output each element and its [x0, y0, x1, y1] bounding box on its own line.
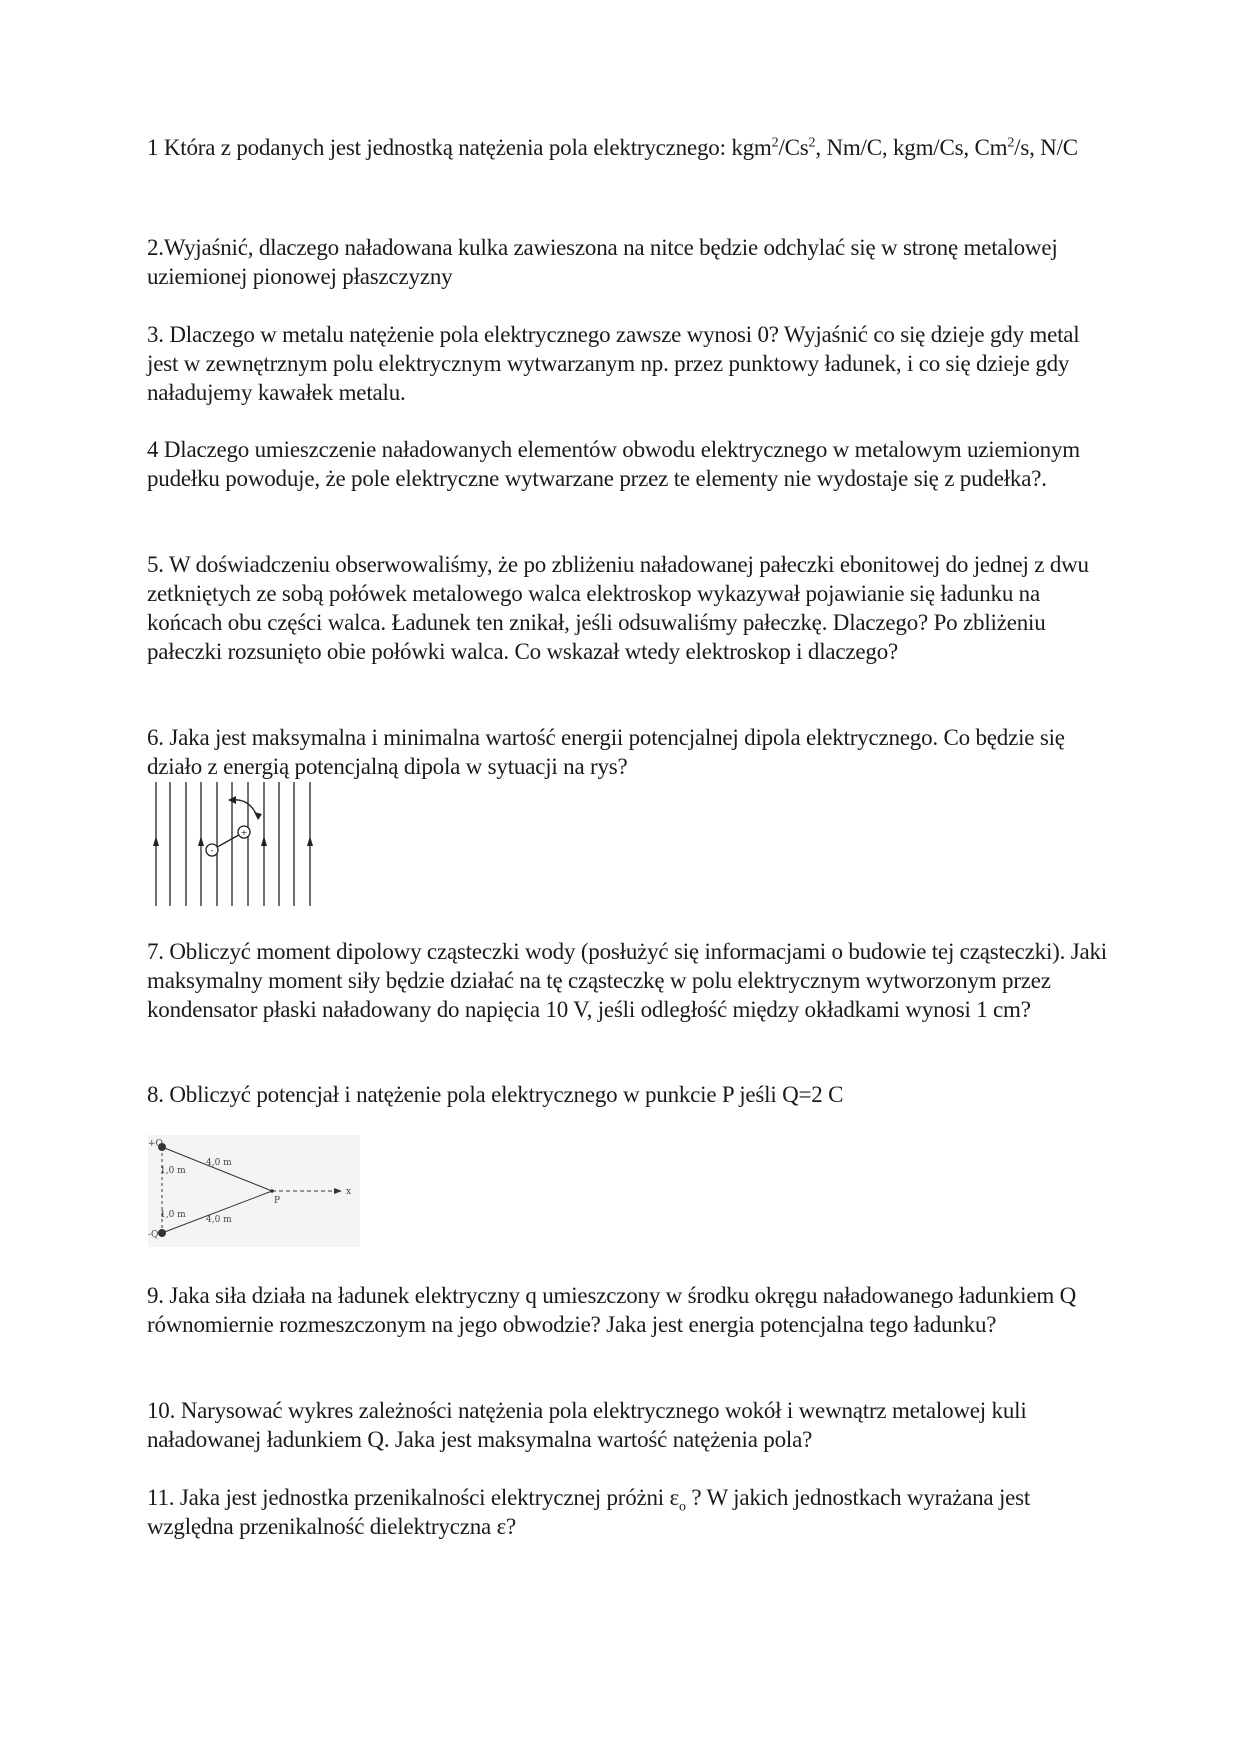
question-9: 9. Jaka siła działa na ładunek elektryczny q umieszczony w środku okręgu naładowanego ładunkiem Q równomiernie rozmeszczonym na jego obwodzie? Jaka jest energia potencjalna tego ładunku?	[147, 1283, 1077, 1337]
svg-text:-: -	[210, 846, 214, 855]
x-axis-label: x	[346, 1187, 352, 1197]
lower-slant-label: 4,0 m	[206, 1215, 232, 1225]
question-7: 7. Obliczyć moment dipolowy cząsteczki wody (posłużyć się informacjami o budowie tej cząsteczki). Jaki maksymalny moment siły będzie działać na tę cząsteczkę w polu elektrycznym wytworzonym przez kondensator płaski naładowany do napięcia 10 V, jeśli odległość między okładkami wynosi 1 cm?	[147, 939, 1107, 1022]
charge-plus-label: +Q	[148, 1139, 163, 1149]
charge-minus-label: -Q	[148, 1230, 159, 1240]
charges-point-p-figure	[148, 1135, 360, 1247]
question-8: 8. Obliczyć potencjał i natężenie pola elektrycznego w punkcie P jeśli Q=2 C	[147, 1082, 844, 1107]
question-4: 4 Dlaczego umieszczenie naładowanych elementów obwodu elektrycznego w metalowym uziemionym pudełku powoduje, że pole elektryczne wytwarzane przez te elementy nie wydostaje się z pudełka?.	[147, 437, 1080, 491]
question-10: 10. Narysować wykres zależności natężenia pola elektrycznego wokół i wewnątrz metalowej kuli naładowanej ładunkiem Q. Jaka jest maksymalna wartość natężenia pola?	[147, 1398, 1027, 1452]
dipole-field-figure	[148, 780, 318, 908]
question-1: 1 Która z podanych jest jednostką natężenia pola elektrycznego: kgm$^2$/Cs$^2$, Nm/C, kgm/Cs, Cm$^2$/s, N/C	[147, 135, 1078, 160]
upper-slant-label: 4,0 m	[206, 1158, 232, 1168]
lower-distance-label: 1,0 m	[160, 1210, 186, 1220]
upper-distance-label: 1,0 m	[160, 1166, 186, 1176]
svg-text:+: +	[240, 828, 248, 837]
question-5: 5. W doświadczeniu obserwowaliśmy, że po zbliżeniu naładowanej pałeczki ebonitowej do jednej z dwu zetkniętych ze sobą połówek metalowego walca elektroskop wykazywał pojawianie się ładunku na końcach obu części walca. Ładunek ten znikał, jeśli odsuwaliśmy pałeczkę. Dlaczego? Po zbliżeniu pałeczki rozsunięto obie połówki walca. Co wskazał wtedy elektroskop i dlaczego?	[147, 552, 1089, 664]
question-6: 6. Jaka jest maksymalna i minimalna wartość energii potencjalnej dipola elektrycznego. Co będzie się działo z energią potencjalną dipola w sytuacji na rys?	[147, 725, 1065, 779]
point-p-label: P	[274, 1196, 281, 1206]
question-3: 3. Dlaczego w metalu natężenie pola elektrycznego zawsze wynosi 0? Wyjaśnić co się dzieje gdy metal jest w zewnętrznym polu elektrycznym wytwarzanym np. przez punktowy ładunek, i co się dzieje gdy naładujemy kawałek metalu.	[147, 322, 1080, 405]
question-2: 2.Wyjaśnić, dlaczego naładowana kulka zawieszona na nitce będzie odchylać się w stronę metalowej uziemionej pionowej płaszczyzny	[147, 235, 1058, 289]
question-11: 11. Jaka jest jednostka przenikalności elektrycznej próżni $\varepsilon_o$ ? W jakich jednostkach wyrażana jest względna przenikalność dielektryczna ε?	[147, 1485, 1031, 1539]
